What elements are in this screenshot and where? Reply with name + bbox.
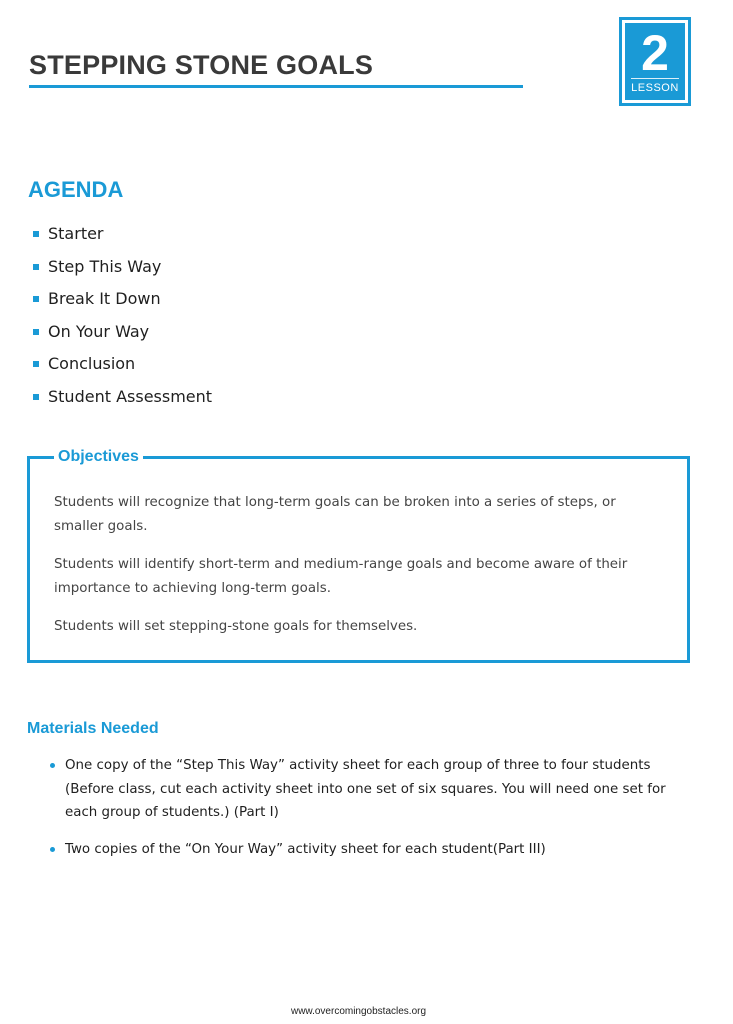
page-title: STEPPING STONE GOALS <box>29 50 374 80</box>
agenda-item-label: Break It Down <box>48 289 161 309</box>
square-bullet-icon <box>33 231 39 237</box>
agenda-item <box>33 222 212 255</box>
material-item-text: Two copies of the “On Your Way” activity sheet for each student(Part III) <box>65 841 546 857</box>
lesson-label: LESSON <box>631 78 679 94</box>
agenda-item-label: Starter <box>48 224 104 243</box>
lesson-badge-panel <box>625 23 685 100</box>
footer-url: www.overcomingobstacles.org <box>290 1006 427 1017</box>
square-bullet-icon <box>33 264 39 270</box>
agenda-item <box>33 287 212 320</box>
material-item <box>50 754 690 825</box>
square-bullet-icon <box>33 361 39 367</box>
objective-text: Students will recognize that long-term goals can be broken into a series of steps, or smaller goals. <box>54 495 616 534</box>
agenda-heading: AGENDA <box>28 177 124 202</box>
square-bullet-icon <box>33 296 39 302</box>
agenda-item <box>33 385 212 418</box>
agenda-item <box>33 255 212 288</box>
agenda-item <box>33 320 212 353</box>
title-underline <box>29 85 523 88</box>
lesson-badge <box>619 17 691 106</box>
square-bullet-icon <box>33 329 39 335</box>
material-item <box>50 838 690 862</box>
square-bullet-icon <box>33 394 39 400</box>
dot-bullet-icon <box>50 763 55 768</box>
objectives-body <box>54 491 654 653</box>
materials-list <box>50 754 690 874</box>
objective-text: Students will set stepping-stone goals for themselves. <box>54 619 418 634</box>
agenda-list <box>33 222 212 418</box>
objectives-box <box>27 448 690 663</box>
agenda-item <box>33 352 212 385</box>
dot-bullet-icon <box>50 847 55 852</box>
lesson-number: 2 <box>641 25 669 81</box>
objectives-heading: Objectives <box>54 447 143 467</box>
agenda-item-label: Student Assessment <box>48 386 213 406</box>
agenda-item-label: On Your Way <box>48 321 150 341</box>
objective-text: Students will identify short-term and medium-range goals and become aware of their importance to achieving long-term goals. <box>54 557 628 596</box>
material-item-text: One copy of the “Step This Way” activity sheet for each group of three to four students (Before class, cut each activity sheet into one set of six squares. You will need one set for each group of students.) (Part I) <box>65 758 666 821</box>
agenda-item-label: Step This Way <box>48 256 162 276</box>
materials-heading: Materials Needed <box>27 720 159 737</box>
agenda-item-label: Conclusion <box>48 354 136 374</box>
